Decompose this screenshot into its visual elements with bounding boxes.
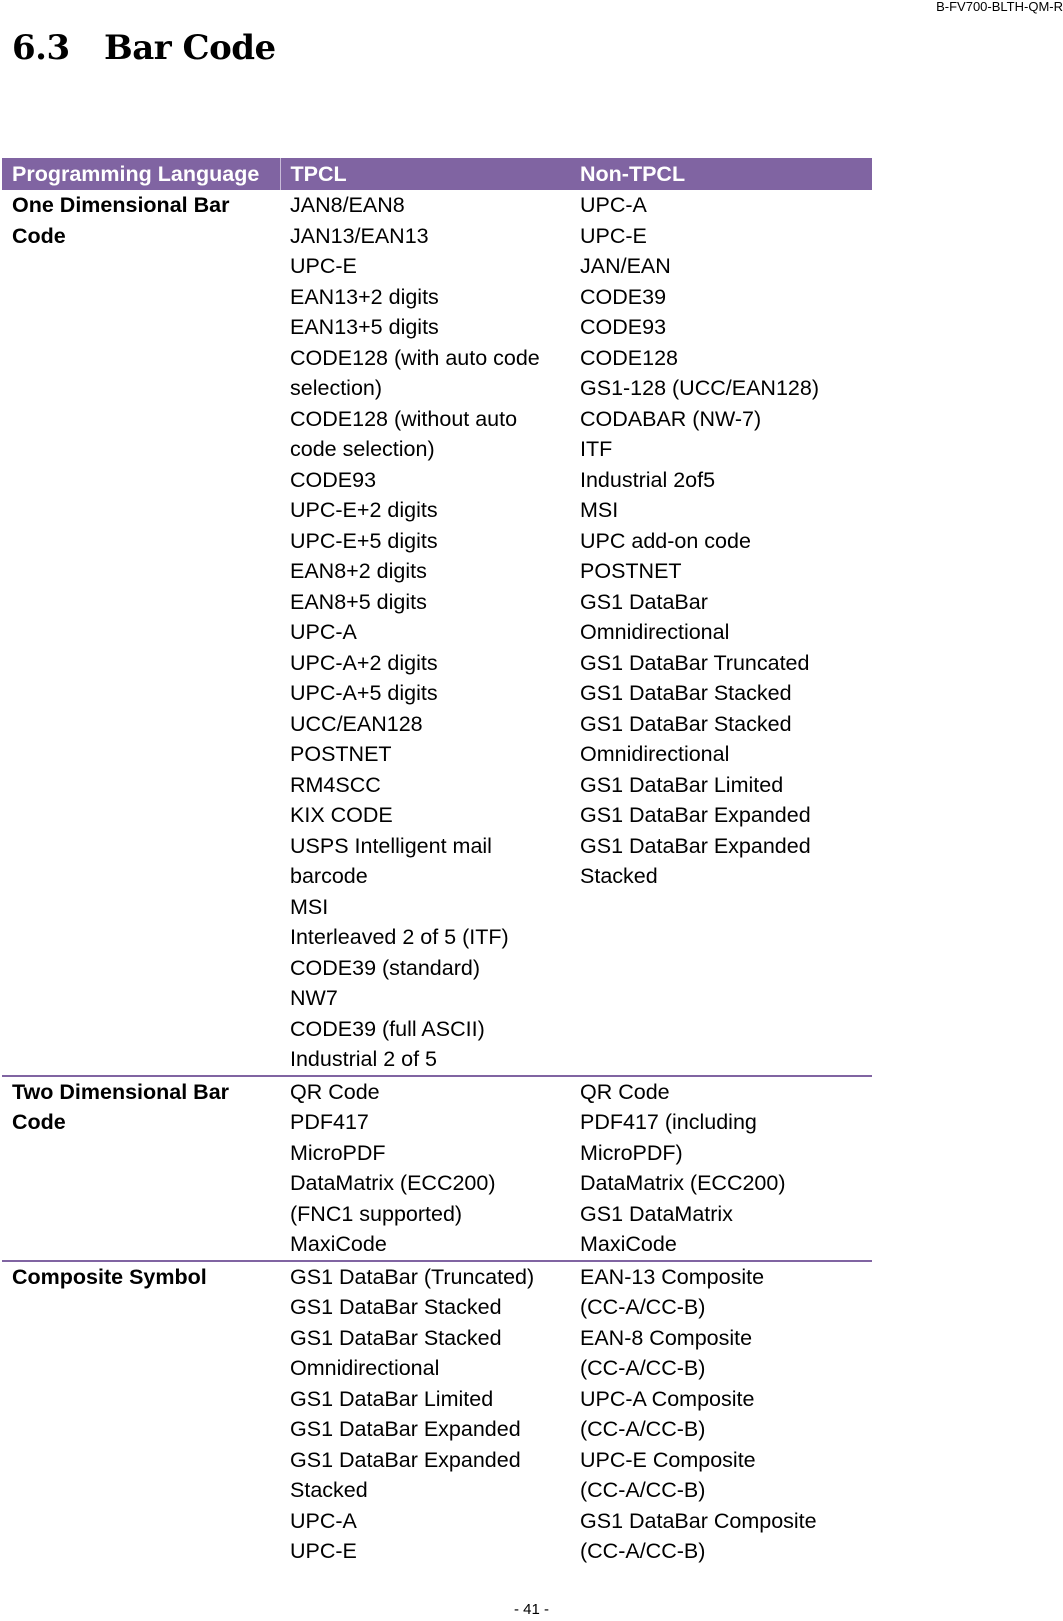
barcode-item: GS1 DataBar Stacked xyxy=(580,681,792,705)
barcode-item: NW7 xyxy=(290,986,338,1010)
barcode-item: MaxiCode xyxy=(290,1232,387,1256)
barcode-item: (CC-A/CC-B) xyxy=(580,1295,706,1319)
tpcl-cell xyxy=(280,190,570,1076)
barcode-item: GS1 DataBar Expanded xyxy=(290,1447,521,1472)
barcode-item: GS1 DataBar Expanded xyxy=(580,803,811,827)
barcode-item: UPC-A+2 digits xyxy=(290,650,438,675)
barcode-item: UPC-E+5 digits xyxy=(290,528,438,553)
barcode-item: (CC-A/CC-B) xyxy=(580,1356,706,1380)
barcode-item: GS1 DataBar Expanded xyxy=(580,833,811,858)
row-two-dimensional xyxy=(2,1076,872,1261)
barcode-item: UPC-A Composite xyxy=(580,1386,755,1411)
table-body xyxy=(2,190,872,1567)
section-title: Bar Code xyxy=(104,28,276,68)
barcode-item: UPC-E xyxy=(290,254,357,278)
barcode-item: (FNC1 supported) xyxy=(290,1201,463,1226)
category-label-line: Composite Symbol xyxy=(12,1264,207,1289)
barcode-item: Industrial 2 of 5 xyxy=(290,1047,438,1071)
barcode-item: (CC-A/CC-B) xyxy=(580,1417,706,1441)
barcode-item: JAN/EAN xyxy=(580,254,671,278)
barcode-item: GS1 DataBar Stacked xyxy=(290,1295,502,1319)
category-cell xyxy=(2,1076,280,1261)
page-number: - 41 - xyxy=(513,1601,549,1618)
barcode-item: EAN-8 Composite xyxy=(580,1325,753,1350)
barcode-item: CODE93 xyxy=(580,315,667,339)
barcode-item: GS1 DataMatrix xyxy=(580,1201,733,1226)
barcode-item: Omnidirectional xyxy=(580,620,730,644)
barcode-item: MaxiCode xyxy=(580,1232,677,1256)
category-label-line: Two Dimensional Bar xyxy=(12,1079,230,1104)
barcode-item: UPC-E+2 digits xyxy=(290,498,438,522)
barcode-item: JAN13/EAN13 xyxy=(290,223,429,248)
barcode-item: Omnidirectional xyxy=(290,1356,440,1380)
barcode-item: CODE39 xyxy=(580,284,667,309)
category-cell xyxy=(2,190,280,1076)
category-label-line: Code xyxy=(12,223,66,248)
barcode-item: UPC-A xyxy=(290,1508,357,1533)
barcode-item: PDF417 (including xyxy=(580,1110,757,1134)
barcode-item: EAN-13 Composite xyxy=(580,1264,765,1289)
category-cell xyxy=(2,1261,280,1567)
barcode-item: UPC-E Composite xyxy=(580,1447,756,1472)
barcode-item: GS1 DataBar Limited xyxy=(580,772,784,797)
barcode-item: KIX CODE xyxy=(290,803,393,827)
barcode-item: CODE93 xyxy=(290,467,377,492)
barcode-item: MicroPDF) xyxy=(580,1140,683,1165)
barcode-item: Stacked xyxy=(580,864,658,888)
non-tpcl-cell xyxy=(570,1076,872,1261)
barcode-item: Stacked xyxy=(290,1478,368,1502)
barcode-item: QR Code xyxy=(290,1079,380,1104)
barcode-item: GS1 DataBar Limited xyxy=(290,1386,494,1411)
barcode-item: Industrial 2of5 xyxy=(580,467,716,492)
barcode-item: UPC-A+5 digits xyxy=(290,681,438,705)
barcode-item: QR Code xyxy=(580,1079,670,1104)
barcode-item: UPC add-on code xyxy=(580,528,751,553)
barcode-item: EAN8+2 digits xyxy=(290,559,427,583)
barcode-item: UPC-A xyxy=(580,193,647,217)
barcode-item: PDF417 xyxy=(290,1110,369,1134)
barcode-item: GS1 DataBar Stacked xyxy=(580,711,792,736)
barcode-item: (CC-A/CC-B) xyxy=(580,1539,706,1563)
barcode-item: MicroPDF xyxy=(290,1140,386,1165)
barcode-item: CODE128 (without auto xyxy=(290,406,518,431)
barcode-item: (CC-A/CC-B) xyxy=(580,1478,706,1502)
barcode-item: EAN13+5 digits xyxy=(290,315,439,339)
non-tpcl-cell xyxy=(570,190,872,1076)
barcode-item: POSTNET xyxy=(580,559,682,583)
tpcl-cell xyxy=(280,1076,570,1261)
section-number: 6.3 xyxy=(12,28,70,68)
barcode-item: EAN8+5 digits xyxy=(290,589,427,614)
barcode-table xyxy=(2,158,872,1567)
barcode-item: UCC/EAN128 xyxy=(290,711,423,736)
table-header-row xyxy=(2,158,872,190)
category-label-line: One Dimensional Bar xyxy=(12,193,230,217)
barcode-item: CODABAR (NW-7) xyxy=(580,406,762,431)
row-composite-symbol xyxy=(2,1261,872,1567)
barcode-item: GS1 DataBar (Truncated) xyxy=(290,1264,535,1289)
barcode-item: MSI xyxy=(580,498,619,522)
barcode-item: UPC-E xyxy=(580,223,647,248)
barcode-item: GS1 DataBar Stacked xyxy=(290,1325,502,1350)
barcode-item: JAN8/EAN8 xyxy=(290,193,405,217)
category-label-line: Code xyxy=(12,1110,66,1134)
barcode-item: POSTNET xyxy=(290,742,392,766)
barcode-item: CODE39 (full ASCII) xyxy=(290,1016,485,1041)
document-id: B-FV700-BLTH-QM-R xyxy=(936,0,1063,14)
barcode-item: DataMatrix (ECC200) xyxy=(290,1171,496,1195)
header-tpcl: TPCL xyxy=(280,158,570,190)
barcode-item: GS1 DataBar Expanded xyxy=(290,1417,521,1441)
row-one-dimensional xyxy=(2,190,872,1076)
barcode-item: MSI xyxy=(290,894,329,919)
tpcl-cell xyxy=(280,1261,570,1567)
barcode-item: Omnidirectional xyxy=(580,742,730,766)
barcode-item: GS1 DataBar xyxy=(580,589,708,614)
barcode-item: UPC-A xyxy=(290,620,357,644)
barcode-item: USPS Intelligent mail xyxy=(290,833,492,858)
barcode-item: code selection) xyxy=(290,437,435,461)
barcode-item: GS1 DataBar Composite xyxy=(580,1508,817,1533)
non-tpcl-cell xyxy=(570,1261,872,1567)
barcode-item: GS1-128 (UCC/EAN128) xyxy=(580,376,819,400)
barcode-item: selection) xyxy=(290,376,383,400)
barcode-item: CODE39 (standard) xyxy=(290,955,480,980)
barcode-item: RM4SCC xyxy=(290,772,381,797)
barcode-item: UPC-E xyxy=(290,1539,357,1563)
header-programming-language: Programming Language xyxy=(2,158,280,190)
barcode-item: ITF xyxy=(580,437,613,461)
barcode-item: GS1 DataBar Truncated xyxy=(580,650,810,675)
section-heading xyxy=(12,28,276,68)
barcode-item: CODE128 xyxy=(580,345,678,370)
barcode-item: CODE128 (with auto code xyxy=(290,345,540,370)
barcode-item: Interleaved 2 of 5 (ITF) xyxy=(290,925,509,949)
barcode-item: DataMatrix (ECC200) xyxy=(580,1171,786,1195)
header-non-tpcl: Non-TPCL xyxy=(570,158,872,190)
barcode-item: barcode xyxy=(290,864,368,888)
barcode-item: EAN13+2 digits xyxy=(290,284,439,309)
